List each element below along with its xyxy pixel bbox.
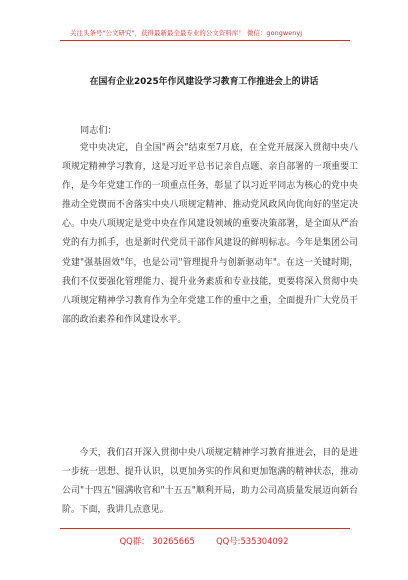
header-promo-text: 关注头条号"公文研究"，获得最新最全最专业的公文资料库！ 微信：gongwenyj	[70, 29, 303, 37]
document-paragraph-1: 党中央决定，自全国"两会"结束至7月底，在全党开展深入贯彻中央八项规定精神学习教育，这是习近平总书记亲自点题、亲自部署的一项重要工作，是今年党建工作的一项重点任务，彰显了以习近平同志为核心的党中央推动全党锲而不舍落实中央八项规定精神、推动党风政风向优向好的坚定决心。中央八项规定是党中央在作风建设领域的重要决策部署，是全面从严治党的有力抓手，也是新时代党员干部作风建设的鲜明标志。今年是集团公司党建"强基固效"年，也是公司"管理提升与创新驱动年"。在这一关键时期，我们不仅要强化管理能力、提升业务素质和专业技能，更要将深入贯彻中央八项规定精神学习教育作为全年党建工作的重中之重，全面提升广大党员干部的政治素养和作风建设水平。	[62, 143, 358, 325]
document-greeting: 同志们：	[80, 125, 117, 136]
document-title: 在国有企业2025年作风建设学习教育工作推进会上的讲话	[89, 77, 319, 87]
footer-divider	[60, 528, 350, 529]
header-divider	[60, 40, 350, 41]
footer-contact-text: QQ群： 30265665 QQ号:535304092	[119, 536, 289, 546]
document-paragraph-2: 今天，我们召开深入贯彻中央八项规定精神学习教育推进会，目的是进一步统一思想、提升认识，以更加务实的作风和更加饱满的精神状态，推动公司"十四五"圆满收官和"十五五"顺利开局，助力公司高质量发展迈向新台阶。下面，我讲几点意见。	[62, 448, 358, 516]
